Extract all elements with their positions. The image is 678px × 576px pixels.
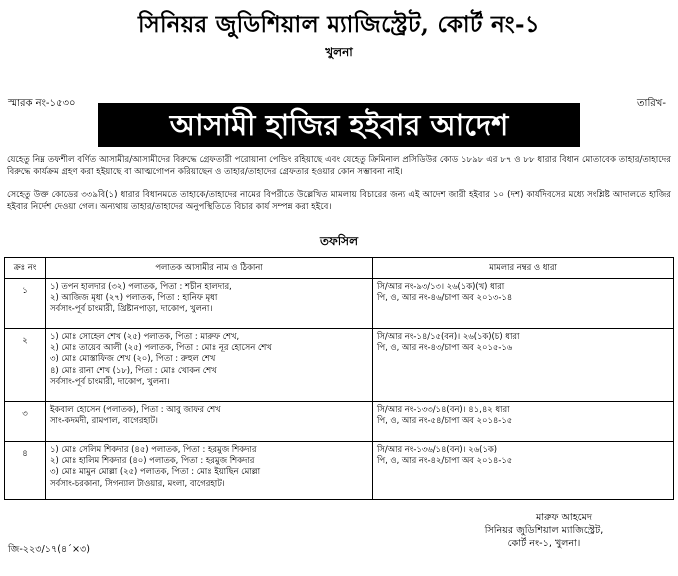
case-line: পি, ও, আর নং-৪৩/চাপা অব ২০১৫-১৬ [377, 342, 513, 353]
case-line: পি, ও, আর নং-৪২/চাপা অব ২০১৪-১৫ [377, 455, 513, 466]
case-cell [373, 329, 674, 402]
accused-line: ১) তপন হালদার (৩২) পলাতক, পিতা : শচীন হালদার, [50, 281, 232, 291]
order-title-banner: আসামী হাজির হইবার আদেশ [98, 103, 580, 147]
case-line: সি/আর নং-৯৩/১৩। ২৬(১ক)(খ) ধারা [377, 281, 505, 291]
paragraph-whereas: যেহেতু নিম্ন তফশীল বর্ণিত আসামীর/আসামীদের বিরুদ্ধে গ্রেফতারী পরোয়ানা পেন্ডিং রহিয়াছে এবং যেহেতু ক্রিমিনাল প্রসিডিউর কোড ১৮৯৮ এর ৮৭ ও ৮৮ ধারার বিধান মোতাবেক তাহার/তাহাদের বিরুদ্ধে কার্যক্রম গ্রহণ করা হইয়াছে বা আত্মগোপন করিয়াছেন ও তাহার/তাহাদের গ্রেফতার হওয়ার কোন সম্ভাবনা নাই। [7, 155, 671, 177]
serial-cell: ২ [5, 329, 46, 402]
case-cell [373, 442, 674, 500]
header-case: মামলার নম্বর ও ধারা [373, 258, 674, 279]
case-line: পি, ও, আর নং-৪৬/চাপা অব ২০১৩-১৪ [377, 292, 513, 303]
accused-line: ২) মোঃ হালিম শিকদার (৪০) পলাতক, পিতা : হরমুজ শিকদার [50, 455, 255, 466]
accused-line: সর্বসাং-চরকানা, সিগন্যাল টাওয়ার, মংলা, বাগেরহাট। [50, 477, 225, 488]
accused-cell [46, 279, 373, 329]
accused-line: সর্বসাং-পূর্ব চাংমারী, দাকোপ, খুলনা। [50, 375, 170, 386]
case-cell [373, 402, 674, 442]
serial-cell: ৩ [5, 402, 46, 442]
accused-line: ইকবাল হোসেন (পলাতক), পিতা : আবু জাফর শেখ [50, 404, 221, 414]
accused-line: ১) মোঃ সেলিম শিকদার (৪৫) পলাতক, পিতা : হরমুজ শিকদার [50, 444, 257, 454]
case-line: পি, ও, আর নং-৫৪/চাপা অব ২০১৪-১৫ [377, 415, 513, 426]
table-header-row [5, 258, 674, 279]
memo-number: স্মারক নং-১৫৩০ [8, 98, 76, 109]
reference-number: জি-২২৩/১৭(৪´×৩) [8, 544, 90, 555]
accused-line: ২) আজিজ মৃধা (২৭) পলাতক, পিতা : হানিফ মৃধা [50, 292, 218, 303]
table-row [5, 442, 674, 500]
accused-line: সাং-কদমদী, রামপাল, বাগেরহাট। [50, 415, 158, 426]
accused-table [4, 257, 674, 500]
accused-line: ৩) মোঃ মোস্তাফিজ শেখ (২০), পিতা : রুহুল শেখ [50, 353, 216, 364]
accused-line: ৩) মোঃ মামুন মোল্লা (২৫) পলাতক, পিতা : মোঃ ইয়াছিন মোল্লা [50, 466, 261, 477]
case-line: সি/আর নং-১৩৬/১৪(বন)। ২৬(১ক) [377, 444, 498, 454]
signatory-office: কোর্ট নং-১, খুলনা। [507, 538, 581, 549]
city-name: খুলনা [325, 45, 353, 59]
schedule-heading: তফসিল [319, 234, 359, 248]
table-row [5, 279, 674, 329]
accused-line: সর্বসাং-পূর্ব চাংমারী, খ্রিষ্টানপাড়া, দাকোপ, খুলনা। [50, 303, 213, 314]
table-row [5, 402, 674, 442]
signatory-name: মারুফ আহমেদ [536, 512, 592, 523]
case-line: সি/আর নং-১৩৩/১৪(বন)। ৪১,৪২ ধারা [377, 404, 510, 414]
header-serial: ক্রঃ নং [5, 258, 46, 279]
accused-cell [46, 402, 373, 442]
case-line: সি/আর নং-১৪/১৫(বন)। ২৬(১ক)(চ) ধারা [377, 331, 520, 341]
accused-line: ৪) মোঃ রানা শেখ (১৮), পিতা : মোঃ খোকন শেখ [50, 364, 217, 375]
serial-cell: ১ [5, 279, 46, 329]
accused-line: ২) মোঃ তায়েব আলী (২৫) পলাতক, পিতা : মোঃ নূর হোসেন শেখ [50, 342, 272, 353]
court-title: সিনিয়র জুডিশিয়াল ম্যাজিস্ট্রেট, কোর্ট নং-১ [137, 11, 541, 38]
table-row [5, 329, 674, 402]
accused-line: ১) মোঃ সোহেল শেখ (২৫) পলাতক, পিতা : মারুফ শেখ, [50, 331, 240, 341]
accused-cell [46, 329, 373, 402]
signature-block [444, 511, 644, 550]
signatory-designation: সিনিয়র জুডিশিয়াল ম্যাজিস্ট্রেট, [484, 525, 604, 536]
paragraph-order: সেহেতু উক্ত কোডের ৩৩৯বি(১) ধারার বিধানমতে তাহাকে/তাহাদের নামের বিপরীতে উল্লেখিত মামলায় বিচারের জন্য এই আদেশ জারী হইবার ১০ (দশ) কার্যদিবসের মধ্যে সংশ্লিষ্ট আদালতে হাজির হইবার নির্দেশ দেওয়া গেল। অন্যথায় তাহার/তাহাদের অনুপস্থিতিতে বিচার কার্য সম্পন্ন করা হইবে। [7, 190, 671, 212]
case-cell [373, 279, 674, 329]
accused-cell [46, 442, 373, 500]
date-label: তারিখ- [637, 98, 666, 109]
serial-cell: ৪ [5, 442, 46, 500]
header-accused: পলাতক আসামীর নাম ও ঠিকানা [46, 258, 373, 279]
